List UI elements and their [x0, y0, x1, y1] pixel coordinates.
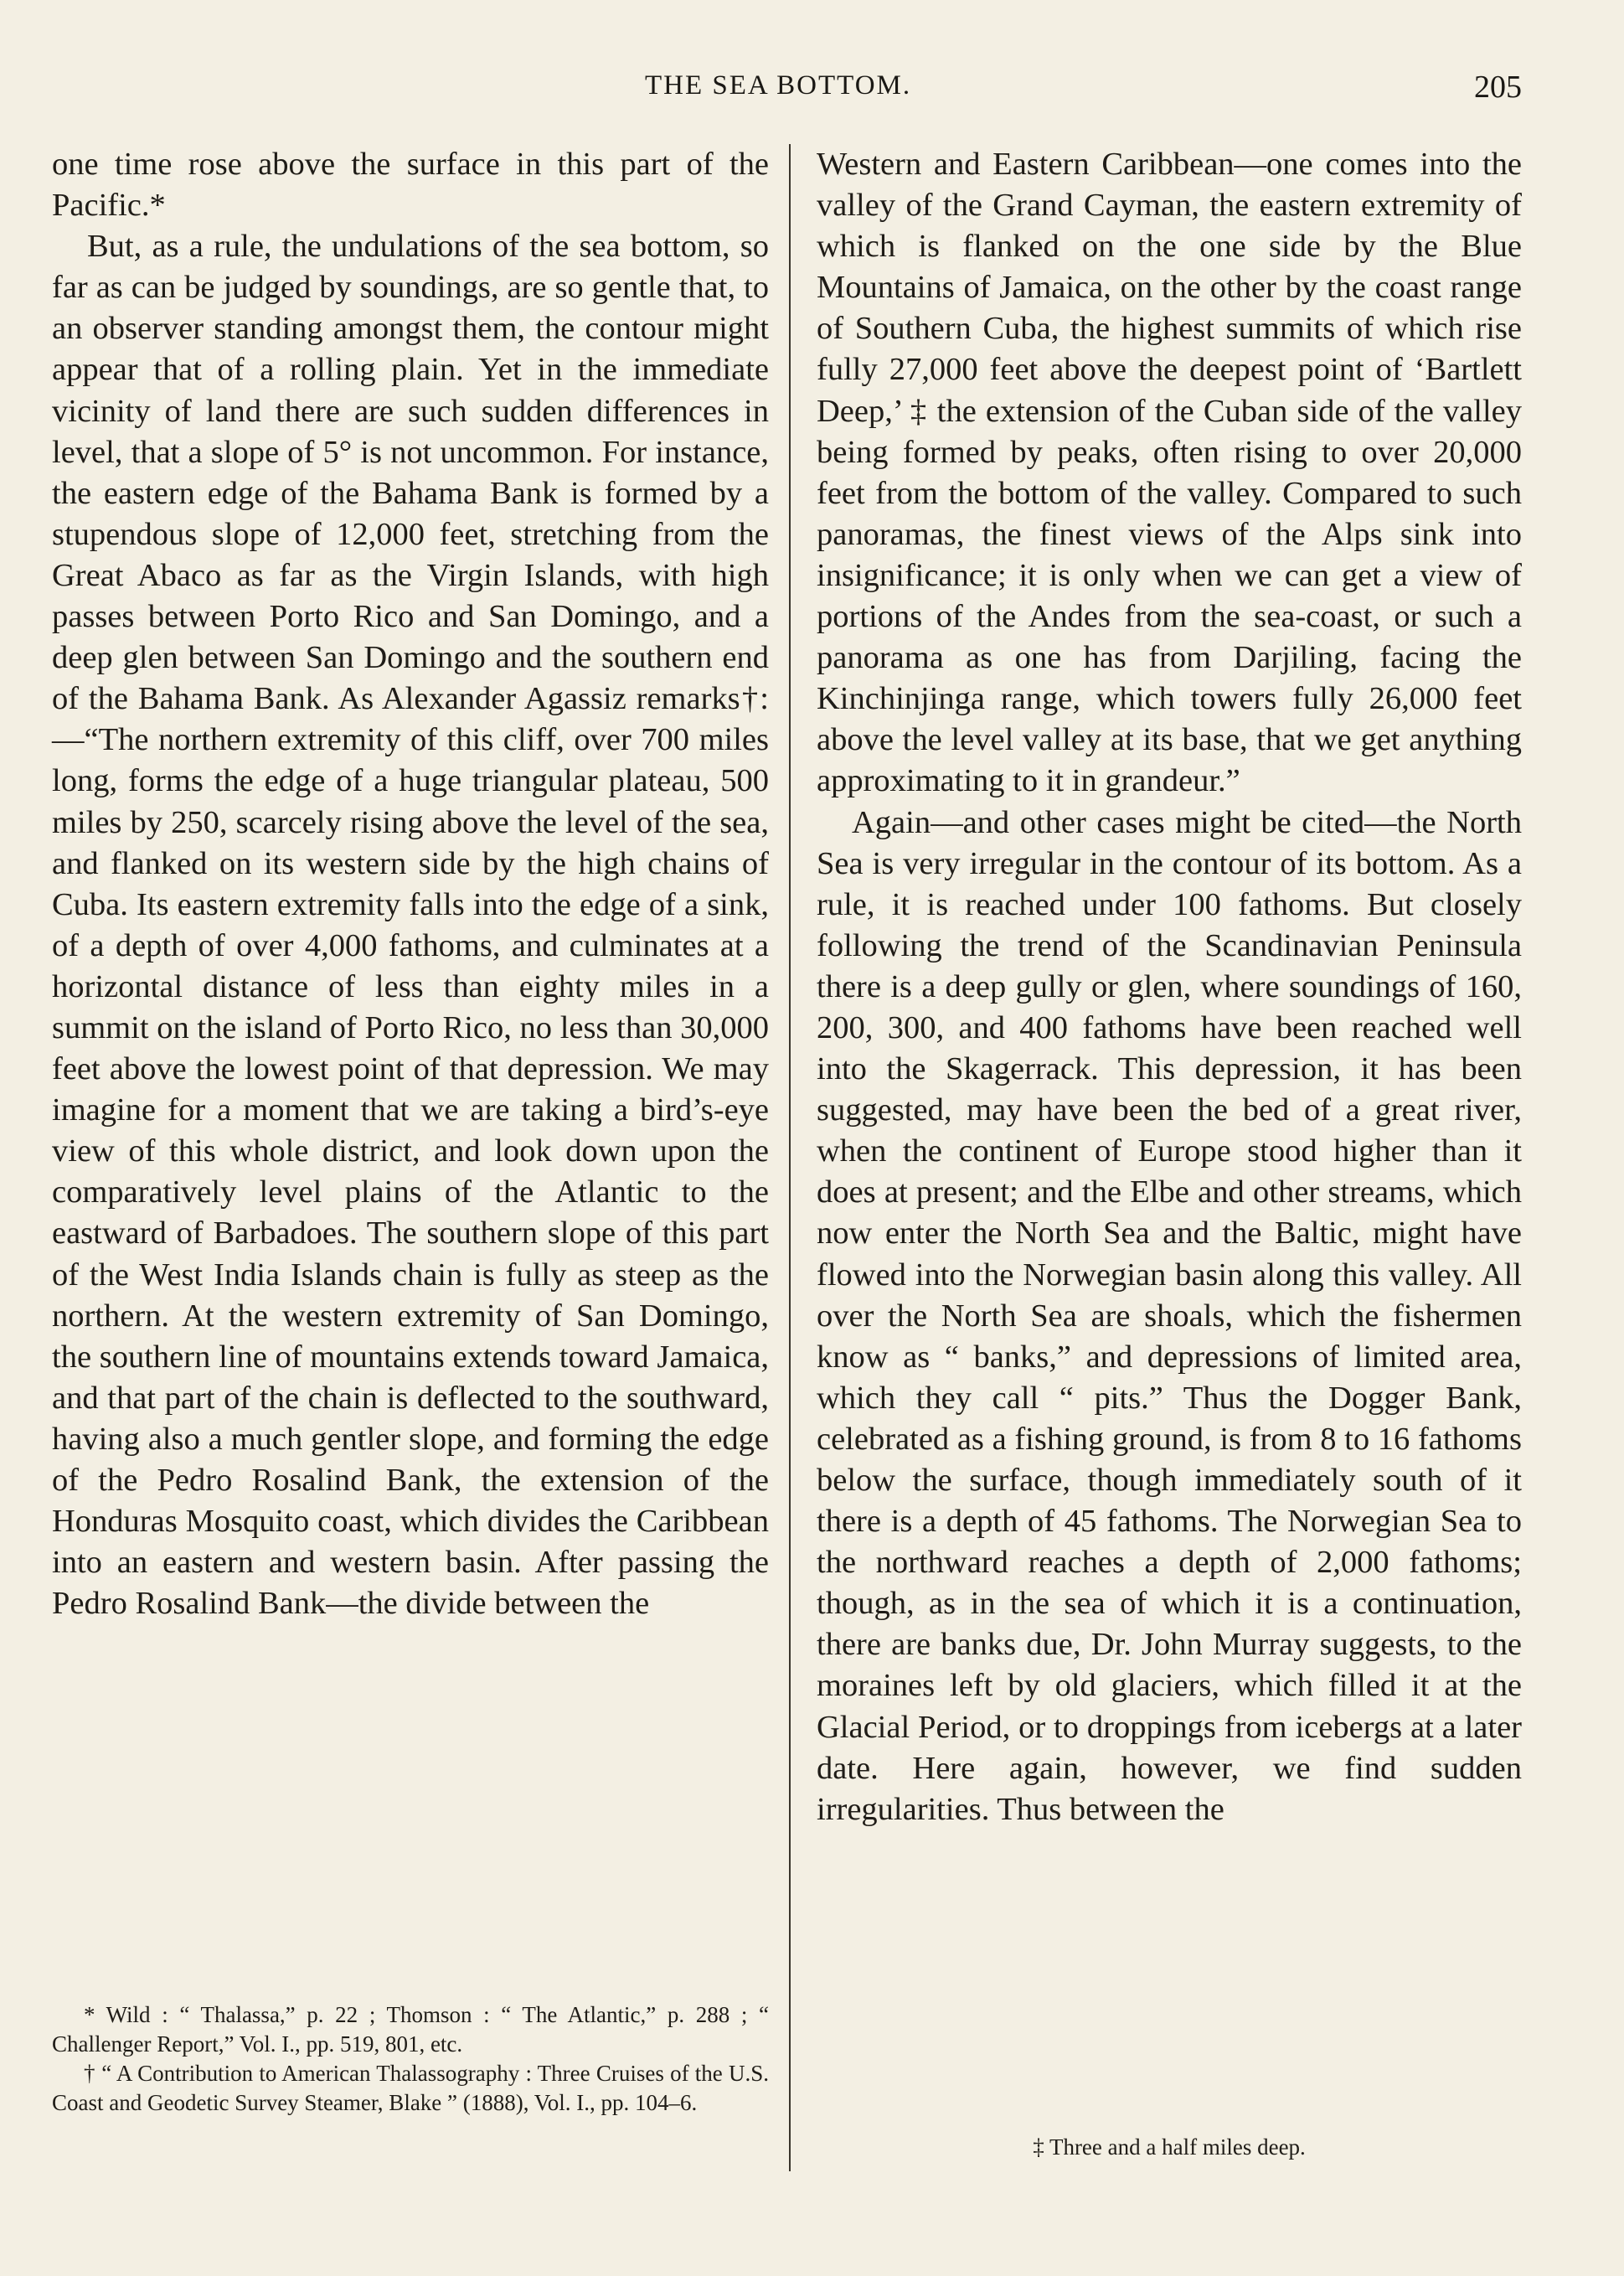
right-column — [817, 144, 1522, 1830]
running-title: THE SEA BOTTOM. — [645, 70, 912, 101]
right-paragraph-2: Again—and other cases might be cited—the North Sea is very irregular in the contour of its bottom. As a rule, it is reached under 100 fathoms. But closely following the trend of the Scandinavian Peninsula there is a deep gully or glen, where soundings of 160, 200, 300, and 400 fathoms have been reached well into the Skagerrack. This depression, it has been suggested, may have been the bed of a great river, when the continent of Europe stood higher than it does at present; and the Elbe and other streams, which now enter the North Sea and the Baltic, might have flowed into the Norwegian basin along this valley. All over the North Sea are shoals, which the fishermen know as “ banks,” and depressions of limited area, which they call “ pits.” Thus the Dogger Bank, celebrated as a fishing ground, is from 8 to 16 fathoms below the surface, though immediately south of it there is a depth of 45 fathoms. The Norwegian Sea to the northward reaches a depth of 2,000 fathoms; though, as in the sea of which it is a continuation, there are banks due, Dr. John Murray suggests, to the moraines left by old glaciers, which filled it at the Glacial Period, or to droppings from icebergs at a later date. Here again, however, we find sudden irregularities. Thus between the — [817, 804, 1522, 1827]
page-number: 205 — [1474, 70, 1522, 105]
left-paragraph-2: But, as a rule, the undulations of the sea bottom, so far as can be judged by soundings, are so gentle that, to an observer standing amongst them, the contour might appear that of a rolling plain. Yet in the immediate vicinity of land there are such sudden differences in level, that a slope of 5° is not uncommon. For instance, the eastern edge of the Bahama Bank is formed by a stupendous slope of 12,000 feet, stretching from the Great Abaco as far as the Virgin Islands, with high passes between Porto Rico and San Domingo, and a deep glen between San Domingo and the southern end of the Bahama Bank. As Alexander Agassiz remarks†:—“The northern extremity of this cliff, over 700 miles long, forms the edge of a huge triangular plateau, 500 miles by 250, scarcely rising above the level of the sea, and flanked on its western side by the high chains of Cuba. Its eastern extremity falls into the edge of a sink, of a depth of over 4,000 fathoms, and culminates at a horizontal distance of less than eighty miles in a summit on the island of Porto Rico, no less than 30,000 feet above the lowest point of that depression. We may imagine for a moment that we are taking a bird’s-eye view of this whole district, and look down upon the comparatively level plains of the Atlantic to the eastward of Barbadoes. The southern slope of this part of the West India Islands chain is fully as steep as the northern. At the western extremity of San Domingo, the southern line of mountains extends toward Jamaica, and that part of the chain is deflected to the southward, having also a much gentler slope, and forming the edge of the Pedro Rosalind Bank, the extension of the Honduras Mosquito coast, which divides the Caribbean into an eastern and western basin. After passing the Pedro Rosalind Bank—the divide between the — [52, 229, 769, 1622]
column-divider — [789, 144, 791, 2171]
left-column — [52, 144, 769, 1624]
running-head — [0, 70, 1624, 112]
left-footnotes — [52, 2000, 769, 2118]
footnote-asterisk: * Wild : “ Thalassa,” p. 22 ; Thomson : “ The Atlantic,” p. 288 ; “ Challenger Report,” Vol. I., pp. 519, 801, etc. — [52, 2002, 769, 2057]
left-paragraph-1: one time rose above the surface in this part of the Pacific.* — [52, 147, 769, 224]
right-paragraph-1: Western and Eastern Caribbean—one comes into the valley of the Grand Cayman, the eastern extremity of which is flanked on the one side by the Blue Mountains of Jamaica, on the other by the coast range of Southern Cuba, the highest summits of which rise fully 27,000 feet above the deepest point of ‘Bartlett Deep,’ ‡ the extension of the Cuban side of the valley being formed by peaks, often rising to over 20,000 feet from the bottom of the valley. Compared to such panoramas, the finest views of the Alps sink into insignificance; it is only when we can get a view of portions of the Andes from the sea-coast, or such a panorama as one has from Darjiling, facing the Kinchinjinga range, which towers fully 26,000 feet above the level valley at its base, that we get anything approximating to it in grandeur.” — [817, 147, 1522, 799]
footnote-double-dagger: ‡ Three and a half miles deep. — [1033, 2134, 1306, 2160]
footnote-dagger: † “ A Contribution to American Thalassography : Three Cruises of the U.S. Coast and Geodetic Survey Steamer, Blake ” (1888), Vol. I., pp. 104–6. — [52, 2061, 769, 2115]
